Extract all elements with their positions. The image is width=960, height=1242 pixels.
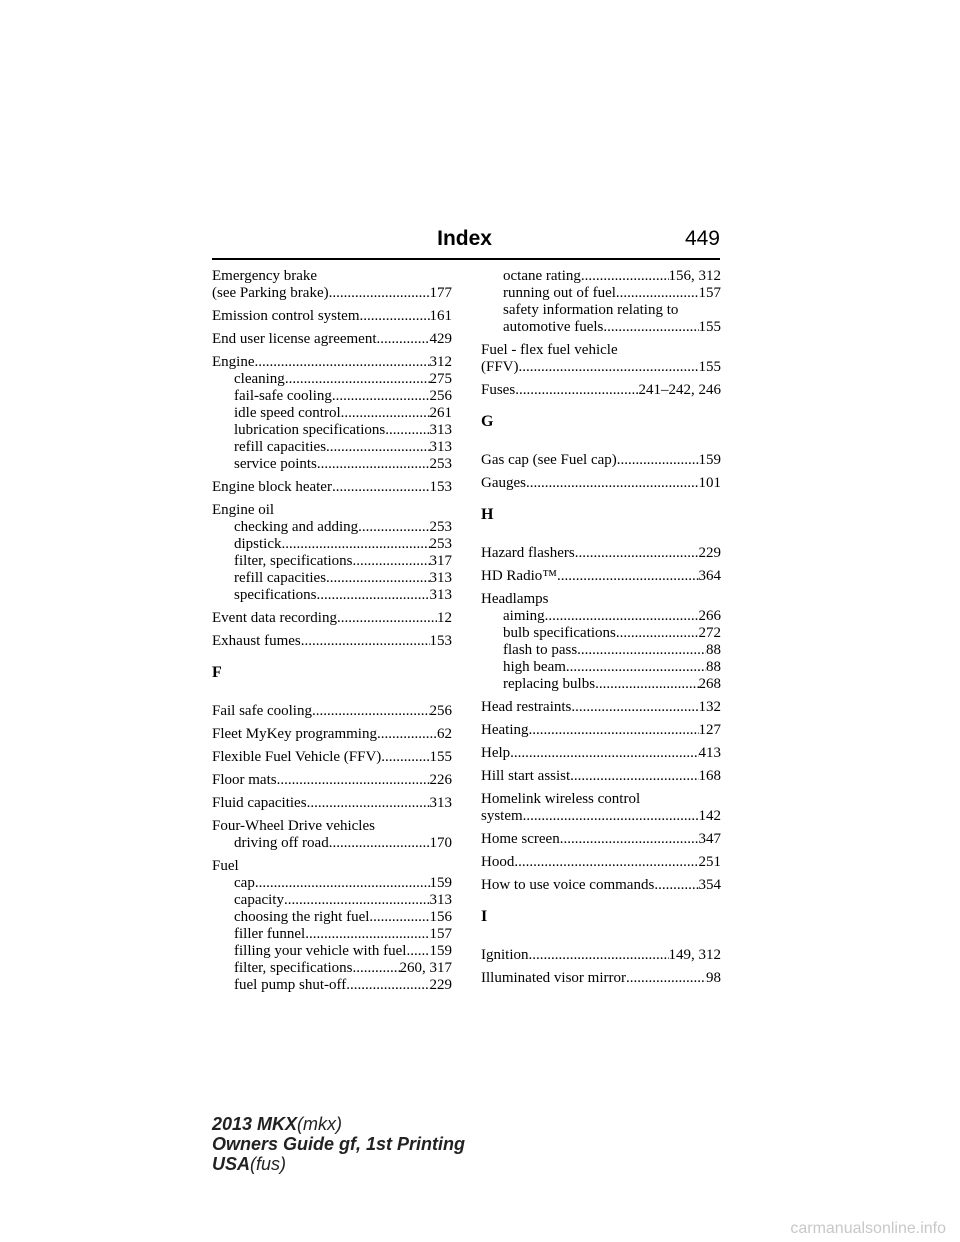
- index-entry-line: [481, 568, 721, 585]
- index-entry: [212, 610, 452, 627]
- index-term: cleaning: [234, 371, 285, 387]
- index-term: driving off road: [234, 835, 329, 851]
- index-term: flash to pass: [503, 642, 578, 658]
- index-term: service points: [234, 456, 317, 472]
- index-entry-line: [481, 359, 721, 376]
- index-page-ref: 253: [429, 536, 452, 552]
- header-rule: [212, 258, 720, 260]
- index-term: Four-Wheel Drive vehicles: [212, 818, 375, 834]
- dot-leader: [626, 970, 706, 987]
- index-entry: [481, 699, 721, 716]
- index-term: bulb specifications: [503, 625, 616, 641]
- index-page-ref: 142: [698, 808, 721, 824]
- page-number: 449: [684, 227, 720, 250]
- index-subentry: [212, 587, 452, 604]
- index-subentry: [212, 388, 452, 405]
- index-entry: [481, 947, 721, 964]
- index-page-ref: 241–242, 246: [638, 382, 721, 398]
- dot-leader: [285, 371, 430, 388]
- dot-leader: [369, 909, 429, 926]
- index-term: Fuel - flex fuel vehicle: [481, 342, 618, 358]
- dot-leader: [581, 268, 669, 285]
- index-page-ref: 157: [698, 285, 721, 301]
- index-term: idle speed control: [234, 405, 341, 421]
- index-page-ref: 132: [698, 699, 721, 715]
- index-page-ref: 256: [429, 388, 452, 404]
- index-term: Event data recording: [212, 610, 337, 626]
- dot-leader: [526, 475, 699, 492]
- dot-leader: [305, 926, 429, 943]
- index-term: high beam: [503, 659, 566, 675]
- index-subentry: [212, 977, 452, 994]
- index-term: safety information relating to: [503, 302, 679, 318]
- index-term: How to use voice commands: [481, 877, 655, 893]
- index-entry: [212, 818, 452, 852]
- index-entry: [212, 858, 452, 994]
- index-term: Homelink wireless control: [481, 791, 641, 807]
- index-entry-line: [212, 772, 452, 789]
- dot-leader: [316, 587, 429, 604]
- index-term: refill capacities: [234, 439, 327, 455]
- index-page-ref: 354: [698, 877, 721, 893]
- dot-leader: [571, 699, 698, 716]
- dot-leader: [332, 388, 430, 405]
- index-page-ref: 12: [437, 610, 452, 626]
- index-page-ref: 229: [698, 545, 721, 561]
- index-entry-line: [481, 475, 721, 492]
- index-page-ref: 153: [429, 633, 452, 649]
- index-term: Engine oil: [212, 502, 275, 518]
- dot-leader: [575, 545, 699, 562]
- index-page-ref: 159: [429, 875, 452, 891]
- dot-leader: [337, 610, 437, 627]
- dot-leader: [617, 452, 699, 469]
- index-page-ref: 155: [429, 749, 452, 765]
- index-subentry: [481, 302, 721, 319]
- index-entry: [481, 475, 721, 492]
- dot-leader: [577, 642, 706, 659]
- index-term: replacing bulbs: [503, 676, 596, 692]
- index-term: system: [481, 808, 523, 824]
- index-term: fuel pump shut-off: [234, 977, 347, 993]
- index-term: Ignition: [481, 947, 529, 963]
- dot-leader: [519, 359, 699, 376]
- index-page-ref: 101: [698, 475, 721, 491]
- index-term: aiming: [503, 608, 545, 624]
- index-entry-line: [481, 970, 721, 987]
- dot-leader: [523, 808, 699, 825]
- index-entry-line: [212, 285, 452, 302]
- index-subentry: [212, 943, 452, 960]
- index-term: dipstick: [234, 536, 282, 552]
- dot-leader: [329, 835, 430, 852]
- index-page-ref: 312: [429, 354, 452, 370]
- index-term: Floor mats: [212, 772, 277, 788]
- index-entry: [212, 772, 452, 789]
- index-subentry: [481, 659, 721, 676]
- index-page-ref: 155: [698, 359, 721, 375]
- index-entry-line: [481, 545, 721, 562]
- index-page-ref: 253: [429, 456, 452, 472]
- index-entry: [481, 970, 721, 987]
- index-page-ref: 88: [706, 642, 721, 658]
- index-term: Fluid capacities: [212, 795, 307, 811]
- index-page-ref: 229: [429, 977, 452, 993]
- dot-leader: [603, 319, 698, 336]
- index-page-ref: 268: [698, 676, 721, 692]
- dot-leader: [557, 568, 699, 585]
- index-subentry: [212, 439, 452, 456]
- dot-leader: [377, 726, 437, 743]
- index-entry-line: [212, 795, 452, 812]
- index-entry: [212, 479, 452, 496]
- dot-leader: [326, 439, 429, 456]
- index-term: (see Parking brake): [212, 285, 329, 301]
- dot-leader: [346, 977, 429, 994]
- index-entry: [212, 749, 452, 766]
- index-term: octane rating: [503, 268, 581, 284]
- index-entry-line: [212, 703, 452, 720]
- dot-leader: [529, 947, 669, 964]
- index-entry-line: [481, 342, 721, 359]
- index-term: Fleet MyKey programming: [212, 726, 377, 742]
- index-term: Head restraints: [481, 699, 572, 715]
- index-term: running out of fuel: [503, 285, 616, 301]
- index-subentry: [212, 405, 452, 422]
- dot-leader: [255, 354, 430, 371]
- index-subentry: [212, 909, 452, 926]
- index-entry-line: [481, 808, 721, 825]
- index-subentry: [481, 642, 721, 659]
- index-entry: [212, 726, 452, 743]
- index-term: Emergency brake: [212, 268, 318, 284]
- dot-leader: [545, 608, 699, 625]
- index-page-ref: 313: [429, 422, 452, 438]
- index-subentry: [212, 892, 452, 909]
- index-entry-line: [481, 831, 721, 848]
- index-entry-line: [212, 479, 452, 496]
- dot-leader: [616, 625, 699, 642]
- index-entry-line: [212, 331, 452, 348]
- index-entry: [212, 633, 452, 650]
- index-entry: [481, 452, 721, 469]
- index-term: automotive fuels: [503, 319, 604, 335]
- index-page-ref: 157: [429, 926, 452, 942]
- index-page-ref: 159: [698, 452, 721, 468]
- index-term: Emission control system: [212, 308, 360, 324]
- index-subentry: [481, 625, 721, 642]
- index-page-ref: 159: [429, 943, 452, 959]
- index-page-ref: 260, 317: [399, 960, 452, 976]
- index-entry-line: [212, 354, 452, 371]
- dot-leader: [312, 703, 430, 720]
- index-subentry: [212, 371, 452, 388]
- index-entry-line: [481, 452, 721, 469]
- index-page-ref: 156: [429, 909, 452, 925]
- index-page-ref: 98: [706, 970, 721, 986]
- index-entry-line: [481, 791, 721, 808]
- index-term: fail-safe cooling: [234, 388, 332, 404]
- index-term: Heating: [481, 722, 529, 738]
- index-term: Gauges: [481, 475, 526, 491]
- index-page-ref: 156, 312: [668, 268, 721, 284]
- index-subentry: [481, 319, 721, 336]
- dot-leader: [381, 749, 429, 766]
- index-entry-line: [481, 699, 721, 716]
- index-entry-line: [212, 818, 452, 835]
- index-entry: [481, 268, 721, 336]
- index-entry-line: [212, 308, 452, 325]
- dot-leader: [353, 960, 400, 977]
- index-term: Headlamps: [481, 591, 549, 607]
- index-subentry: [212, 536, 452, 553]
- index-entry: [481, 568, 721, 585]
- index-page-ref: 251: [698, 854, 721, 870]
- index-entry: [481, 831, 721, 848]
- index-term: HD Radio™: [481, 568, 557, 584]
- dot-leader: [385, 422, 429, 439]
- index-page-ref: 88: [706, 659, 721, 675]
- index-entry-line: [481, 382, 721, 399]
- dot-leader: [515, 382, 638, 399]
- index-page-ref: 313: [429, 439, 452, 455]
- index-section-letter: F: [212, 664, 222, 681]
- index-term: (FFV): [481, 359, 519, 375]
- index-page-ref: 313: [429, 795, 452, 811]
- dot-leader: [284, 892, 430, 909]
- dot-leader: [317, 456, 430, 473]
- index-page-ref: 275: [429, 371, 452, 387]
- index-entry-line: [481, 722, 721, 739]
- index-term: Fuses: [481, 382, 516, 398]
- index-page-ref: 364: [698, 568, 721, 584]
- index-entry: [481, 722, 721, 739]
- watermark: carmanualsonline.info: [790, 1220, 946, 1237]
- dot-leader: [301, 633, 430, 650]
- dot-leader: [358, 519, 429, 536]
- index-entry: [481, 342, 721, 376]
- index-page-ref: 317: [429, 553, 452, 569]
- dot-leader: [510, 745, 698, 762]
- index-term: filter, specifications: [234, 553, 353, 569]
- index-entry: [481, 745, 721, 762]
- dot-leader: [277, 772, 430, 789]
- index-term: capacity: [234, 892, 284, 908]
- index-page-ref: 149, 312: [668, 947, 721, 963]
- index-entry: [481, 545, 721, 562]
- dot-leader: [566, 659, 706, 676]
- index-page-ref: 170: [429, 835, 452, 851]
- index-entry: [481, 768, 721, 785]
- dot-leader: [560, 831, 699, 848]
- index-page-ref: 155: [698, 319, 721, 335]
- index-page-ref: 177: [429, 285, 452, 301]
- index-term: filler funnel: [234, 926, 306, 942]
- index-entry: [481, 854, 721, 871]
- index-subentry: [212, 570, 452, 587]
- dot-leader: [332, 479, 430, 496]
- dot-leader: [616, 285, 699, 302]
- index-term: checking and adding: [234, 519, 359, 535]
- index-term: Home screen: [481, 831, 560, 847]
- index-page-ref: 429: [429, 331, 452, 347]
- index-page-ref: 313: [429, 892, 452, 908]
- index-page-ref: 313: [429, 587, 452, 603]
- dot-leader: [255, 875, 430, 892]
- index-subentry: [212, 835, 452, 852]
- index-term: filling your vehicle with fuel: [234, 943, 407, 959]
- index-section-letter: I: [481, 908, 488, 925]
- index-subentry: [212, 960, 452, 977]
- index-column-left: [212, 268, 452, 1000]
- index-subentry: [212, 926, 452, 943]
- index-subentry: [212, 422, 452, 439]
- index-subentry: [481, 285, 721, 302]
- index-term: lubrication specifications: [234, 422, 386, 438]
- index-entry-line: [212, 633, 452, 650]
- index-term: Gas cap (see Fuel cap): [481, 452, 617, 468]
- index-entry-line: [481, 947, 721, 964]
- index-page-ref: 153: [429, 479, 452, 495]
- index-entry-line: [481, 854, 721, 871]
- index-term: choosing the right fuel: [234, 909, 370, 925]
- index-term: End user license agreement: [212, 331, 377, 347]
- index-entry: [212, 703, 452, 720]
- index-term: Engine block heater: [212, 479, 332, 495]
- index-entry-line: [481, 877, 721, 894]
- index-entry: [212, 354, 452, 473]
- index-entry: [481, 877, 721, 894]
- index-entry: [481, 382, 721, 399]
- index-term: specifications: [234, 587, 317, 603]
- dot-leader: [377, 331, 430, 348]
- index-term: Fail safe cooling: [212, 703, 312, 719]
- index-entry: [481, 791, 721, 825]
- index-term: Engine: [212, 354, 255, 370]
- index-subentry: [212, 456, 452, 473]
- dot-leader: [326, 570, 429, 587]
- dot-leader: [341, 405, 430, 422]
- dot-leader: [528, 722, 698, 739]
- index-term: Hill start assist: [481, 768, 571, 784]
- index-page-ref: 313: [429, 570, 452, 586]
- index-entry: [212, 331, 452, 348]
- index-entry: [481, 591, 721, 693]
- dot-leader: [595, 676, 698, 693]
- footer-guide: Owners Guide gf, 1st Printing: [212, 1134, 466, 1154]
- index-page-ref: 253: [429, 519, 452, 535]
- index-entry: [212, 795, 452, 812]
- index-term: Fuel: [212, 858, 239, 874]
- index-page-ref: 347: [698, 831, 721, 847]
- index-entry-line: [481, 591, 721, 608]
- index-page-ref: 261: [429, 405, 452, 421]
- index-section-letter: H: [481, 506, 494, 523]
- index-page-ref: 266: [698, 608, 721, 624]
- index-entry-line: [481, 745, 721, 762]
- index-page-ref: 226: [429, 772, 452, 788]
- index-term: Exhaust fumes: [212, 633, 301, 649]
- index-entry: [212, 308, 452, 325]
- dot-leader: [353, 553, 430, 570]
- index-entry-line: [212, 726, 452, 743]
- footer-market-code: (fus): [250, 1154, 287, 1174]
- index-column-right: [481, 268, 721, 993]
- index-term: Illuminated visor mirror: [481, 970, 626, 986]
- index-page-ref: 168: [698, 768, 721, 784]
- index-entry: [212, 502, 452, 604]
- index-entry-line: [481, 768, 721, 785]
- footer-market: USA: [212, 1154, 251, 1174]
- index-entry-line: [212, 858, 452, 875]
- index-page-ref: 161: [429, 308, 452, 324]
- page-title: Index: [437, 227, 492, 250]
- index-term: filter, specifications: [234, 960, 353, 976]
- dot-leader: [406, 943, 429, 960]
- index-subentry: [481, 608, 721, 625]
- index-term: Hazard flashers: [481, 545, 575, 561]
- index-subentry: [481, 676, 721, 693]
- index-subentry: [212, 519, 452, 536]
- index-subentry: [212, 875, 452, 892]
- dot-leader: [329, 285, 430, 302]
- dot-leader: [360, 308, 430, 325]
- page-header: [212, 227, 720, 267]
- index-page-ref: 256: [429, 703, 452, 719]
- dot-leader: [307, 795, 430, 812]
- index-page-ref: 413: [698, 745, 721, 761]
- index-page-ref: 62: [437, 726, 452, 742]
- index-term: Help: [481, 745, 511, 761]
- index-subentry: [481, 268, 721, 285]
- index-page-ref: 127: [698, 722, 721, 738]
- index-page-ref: 272: [698, 625, 721, 641]
- index-subentry: [212, 553, 452, 570]
- dot-leader: [570, 768, 698, 785]
- index-term: refill capacities: [234, 570, 327, 586]
- index-entry-line: [212, 268, 452, 285]
- index-term: Flexible Fuel Vehicle (FFV): [212, 749, 382, 765]
- index-entry-line: [212, 749, 452, 766]
- dot-leader: [282, 536, 430, 553]
- index-term: Hood: [481, 854, 515, 870]
- index-entry-line: [212, 502, 452, 519]
- index-section-letter: G: [481, 413, 494, 430]
- footer-model-code: (mkx): [297, 1114, 343, 1134]
- dot-leader: [654, 877, 698, 894]
- footer-model: 2013 MKX: [212, 1114, 298, 1134]
- index-entry: [212, 268, 452, 302]
- document-footer: [212, 1114, 465, 1174]
- index-entry-line: [212, 610, 452, 627]
- index-term: cap: [234, 875, 255, 891]
- dot-leader: [514, 854, 698, 871]
